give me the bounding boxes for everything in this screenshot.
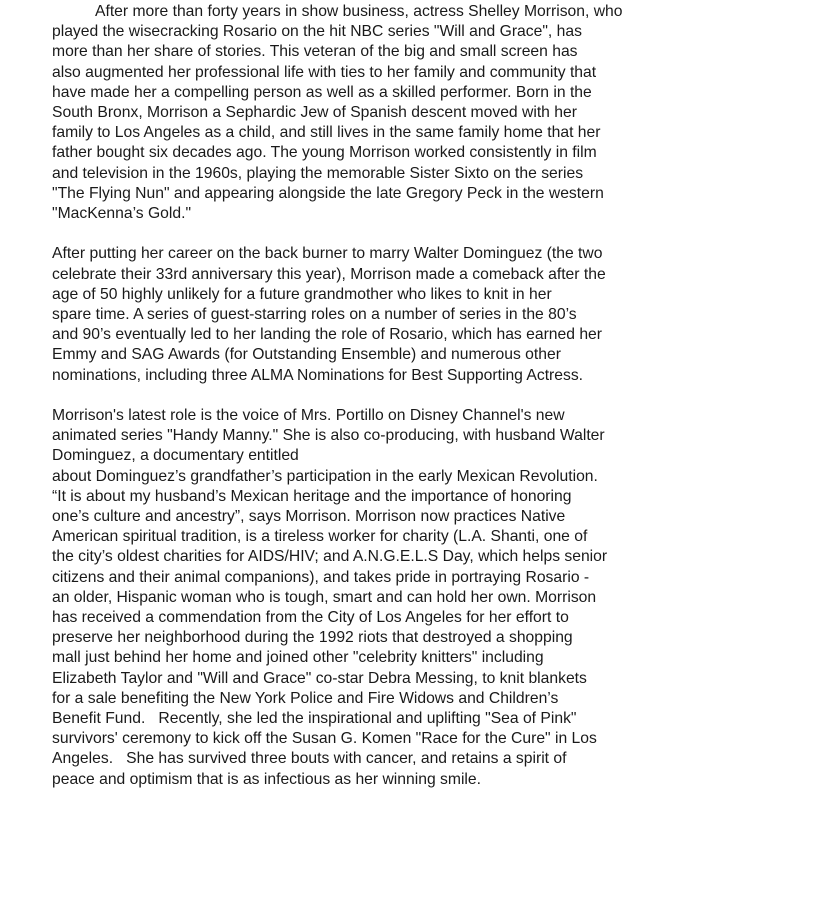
text-line: Emmy and SAG Awards (for Outstanding Ensemble) and numerous other xyxy=(52,346,561,364)
text-line: peace and optimism that is as infectious as her winning smile. xyxy=(52,770,482,788)
text-line: Angeles. She has survived three bouts with cancer, and retains a spirit of xyxy=(52,750,567,768)
text-line: survivors' ceremony to kick off the Susan G. Komen "Race for the Cure" in Los xyxy=(52,730,597,748)
paragraph-1 xyxy=(52,2,820,224)
text-line: "The Flying Nun" and appearing alongside the late Gregory Peck in the western xyxy=(52,184,604,202)
text-line: and 90’s eventually led to her landing the role of Rosario, which has earned her xyxy=(52,326,602,344)
text-line: father bought six decades ago. The young Morrison worked consistently in film xyxy=(52,144,597,162)
text-line: played the wisecracking Rosario on the hit NBC series "Will and Grace", has xyxy=(52,23,582,41)
text-line: animated series "Handy Manny." She is also co-producing, with husband Walter xyxy=(52,427,605,445)
text-line: has received a commendation from the City of Los Angeles for her effort to xyxy=(52,609,569,627)
biography-text xyxy=(52,2,820,790)
text-line: “It is about my husband’s Mexican heritage and the importance of honoring xyxy=(52,487,572,505)
paragraph-3 xyxy=(52,406,820,790)
text-line: "MacKenna’s Gold." xyxy=(52,205,192,223)
text-line: one’s culture and ancestry”, says Morrison. Morrison now practices Native xyxy=(52,508,566,526)
text-line: nominations, including three ALMA Nominations for Best Supporting Actress. xyxy=(52,366,584,384)
text-line: South Bronx, Morrison a Sephardic Jew of Spanish descent moved with her xyxy=(52,104,577,122)
text-line: Dominguez, a documentary entitled xyxy=(52,447,299,465)
text-line: mall just behind her home and joined other "celebrity knitters" including xyxy=(52,649,544,667)
text-line: family to Los Angeles as a child, and still lives in the same family home that her xyxy=(52,124,601,142)
text-line: Elizabeth Taylor and "Will and Grace" co-star Debra Messing, to knit blankets xyxy=(52,669,587,687)
text-line: celebrate their 33rd anniversary this year), Morrison made a comeback after the xyxy=(52,265,606,283)
text-line: more than her share of stories. This veteran of the big and small screen has xyxy=(52,43,578,61)
text-line: citizens and their animal companions), and takes pride in portraying Rosario - xyxy=(52,568,590,586)
text-line: Benefit Fund. Recently, she led the inspirational and uplifting "Sea of Pink" xyxy=(52,710,577,728)
text-line: and television in the 1960s, playing the memorable Sister Sixto on the series xyxy=(52,164,584,182)
text-line: for a sale benefiting the New York Police and Fire Widows and Children’s xyxy=(52,689,559,707)
text-line: spare time. A series of guest-starring roles on a number of series in the 80’s xyxy=(52,306,577,324)
paragraph-2 xyxy=(52,244,820,385)
text-line: about Dominguez’s grandfather’s participation in the early Mexican Revolution. xyxy=(52,467,598,485)
text-line: an older, Hispanic woman who is tough, smart and can hold her own. Morrison xyxy=(52,588,597,606)
text-line: After more than forty years in show business, actress Shelley Morrison, who xyxy=(95,3,623,20)
text-line: the city’s oldest charities for AIDS/HIV; and A.N.G.E.L.S Day, which helps senior xyxy=(52,548,608,566)
text-line: age of 50 highly unlikely for a future grandmother who likes to knit in her xyxy=(52,285,552,303)
text-line: American spiritual tradition, is a tireless worker for charity (L.A. Shanti, one of xyxy=(52,528,588,546)
text-line: have made her a compelling person as well as a skilled performer. Born in the xyxy=(52,83,592,101)
text-line: Morrison's latest role is the voice of Mrs. Portillo on Disney Channel's new xyxy=(52,407,565,425)
text-line: preserve her neighborhood during the 1992 riots that destroyed a shopping xyxy=(52,629,573,647)
text-line: also augmented her professional life with ties to her family and community that xyxy=(52,63,597,81)
text-line: After putting her career on the back burner to marry Walter Dominguez (the two xyxy=(52,245,603,263)
